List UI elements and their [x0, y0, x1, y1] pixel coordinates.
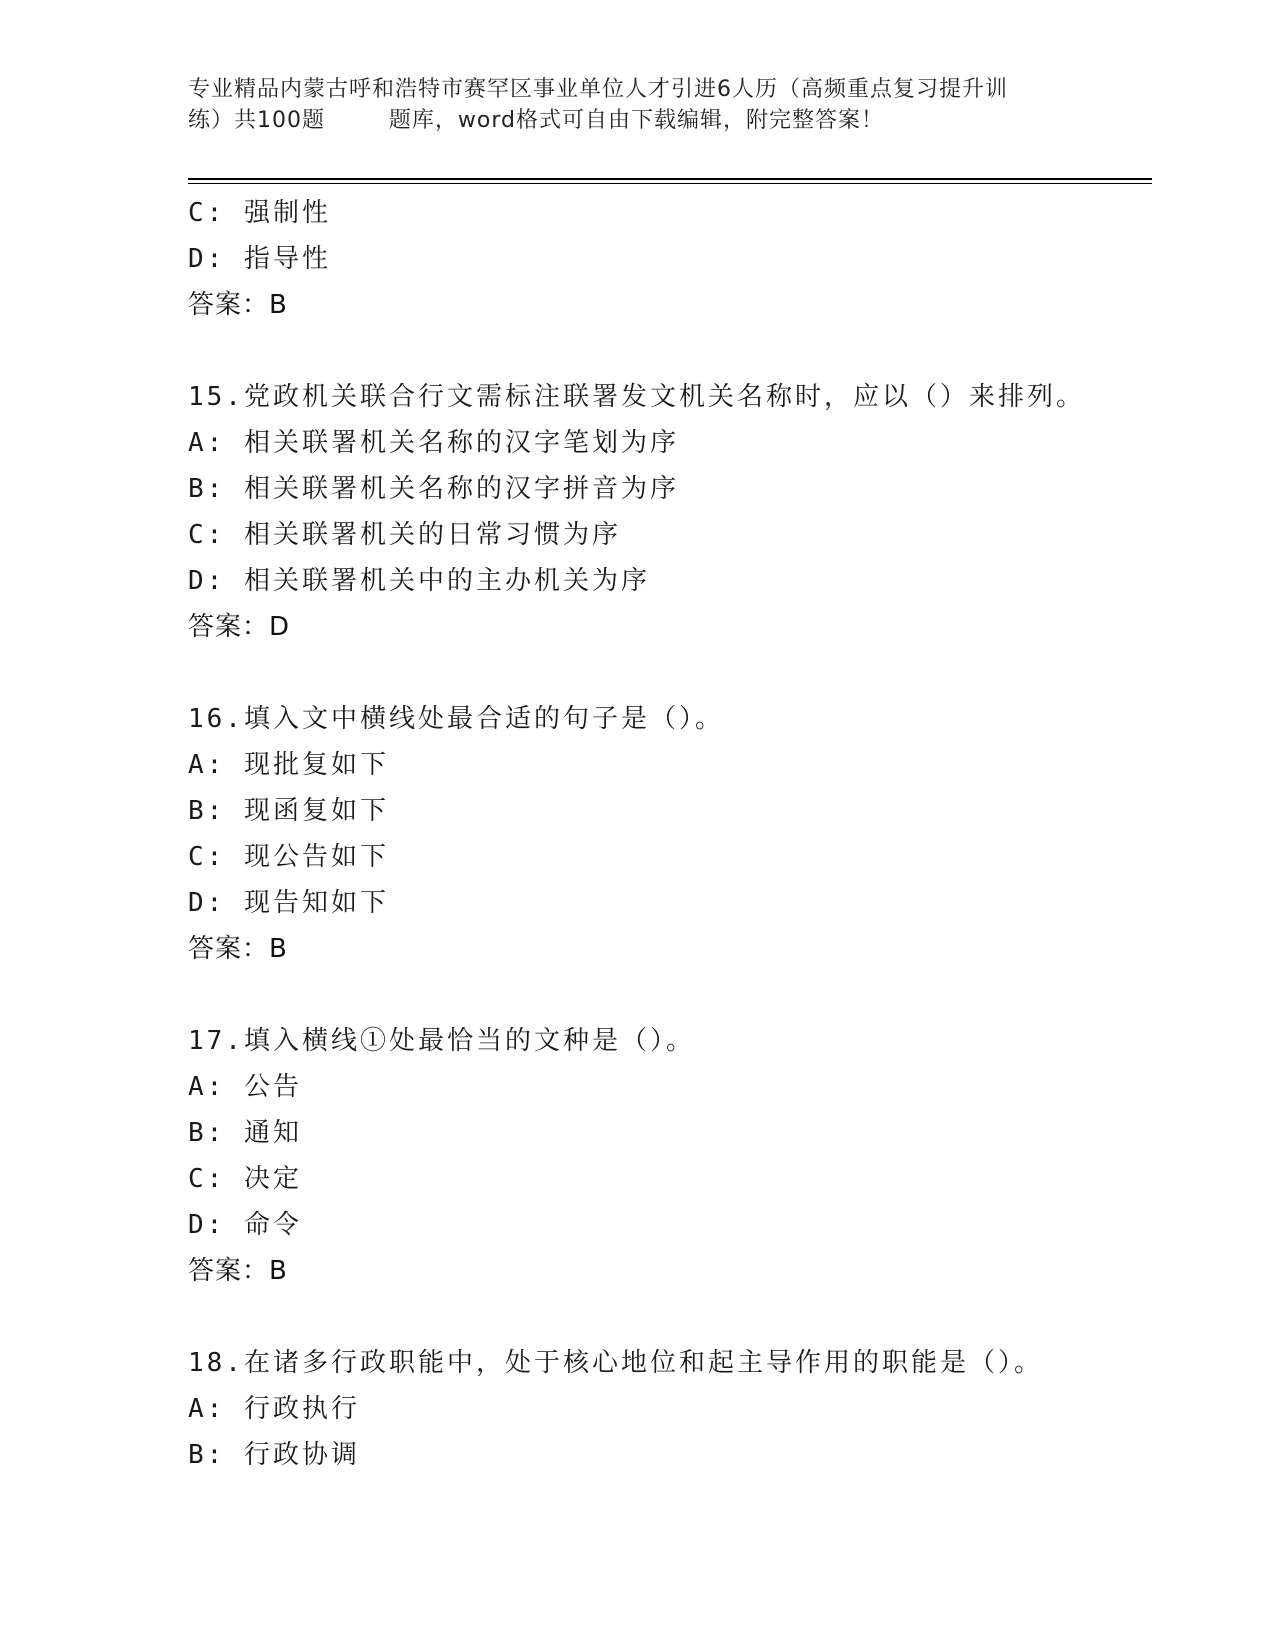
option-b: B: 通知 [188, 1118, 302, 1148]
question-text: 17.填入横线①处最恰当的文种是（）。 [188, 1026, 695, 1056]
option-a: A: 公告 [188, 1072, 302, 1102]
answer: 答案：B [188, 1256, 288, 1286]
option-c: C: 相关联署机关的日常习惯为序 [188, 520, 621, 550]
spacer [188, 972, 1152, 1018]
option-b: B: 相关联署机关名称的汉字拼音为序 [188, 474, 679, 504]
option-c: C: 强制性 [188, 198, 331, 228]
header-divider-thick [188, 178, 1152, 180]
question-15 [188, 374, 1152, 650]
document-header [188, 74, 1088, 136]
question-14-tail [188, 190, 1152, 328]
question-16 [188, 696, 1152, 972]
option-d: D: 命令 [188, 1210, 302, 1240]
option-b: B: 现函复如下 [188, 796, 389, 826]
question-list [188, 190, 1152, 1478]
answer: 答案：B [188, 290, 288, 320]
option-d: D: 相关联署机关中的主办机关为序 [188, 566, 650, 596]
spacer [188, 650, 1152, 696]
option-a: A: 现批复如下 [188, 750, 389, 780]
question-17 [188, 1018, 1152, 1294]
question-text: 15.党政机关联合行文需标注联署发文机关名称时，应以（）来排列。 [188, 382, 1085, 412]
option-c: C: 决定 [188, 1164, 302, 1194]
question-18 [188, 1340, 1152, 1478]
spacer [188, 328, 1152, 374]
question-text: 18.在诸多行政职能中，处于核心地位和起主导作用的职能是（）。 [188, 1348, 1043, 1378]
header-title-line-1: 专业精品内蒙古呼和浩特市赛罕区事业单位人才引进6人历（高频重点复习提升训 [188, 77, 1008, 102]
option-b: B: 行政协调 [188, 1440, 360, 1470]
option-d: D: 现告知如下 [188, 888, 389, 918]
spacer [188, 1294, 1152, 1340]
option-d: D: 指导性 [188, 244, 331, 274]
answer: 答案：D [188, 612, 291, 642]
answer: 答案：B [188, 934, 288, 964]
header-divider-thin [188, 183, 1152, 184]
option-a: A: 行政执行 [188, 1394, 360, 1424]
option-a: A: 相关联署机关名称的汉字笔划为序 [188, 428, 679, 458]
option-c: C: 现公告如下 [188, 842, 389, 872]
header-title-line-2: 练）共100题 题库，word格式可自由下载编辑，附完整答案！ [188, 108, 885, 133]
question-text: 16.填入文中横线处最合适的句子是（）。 [188, 704, 724, 734]
